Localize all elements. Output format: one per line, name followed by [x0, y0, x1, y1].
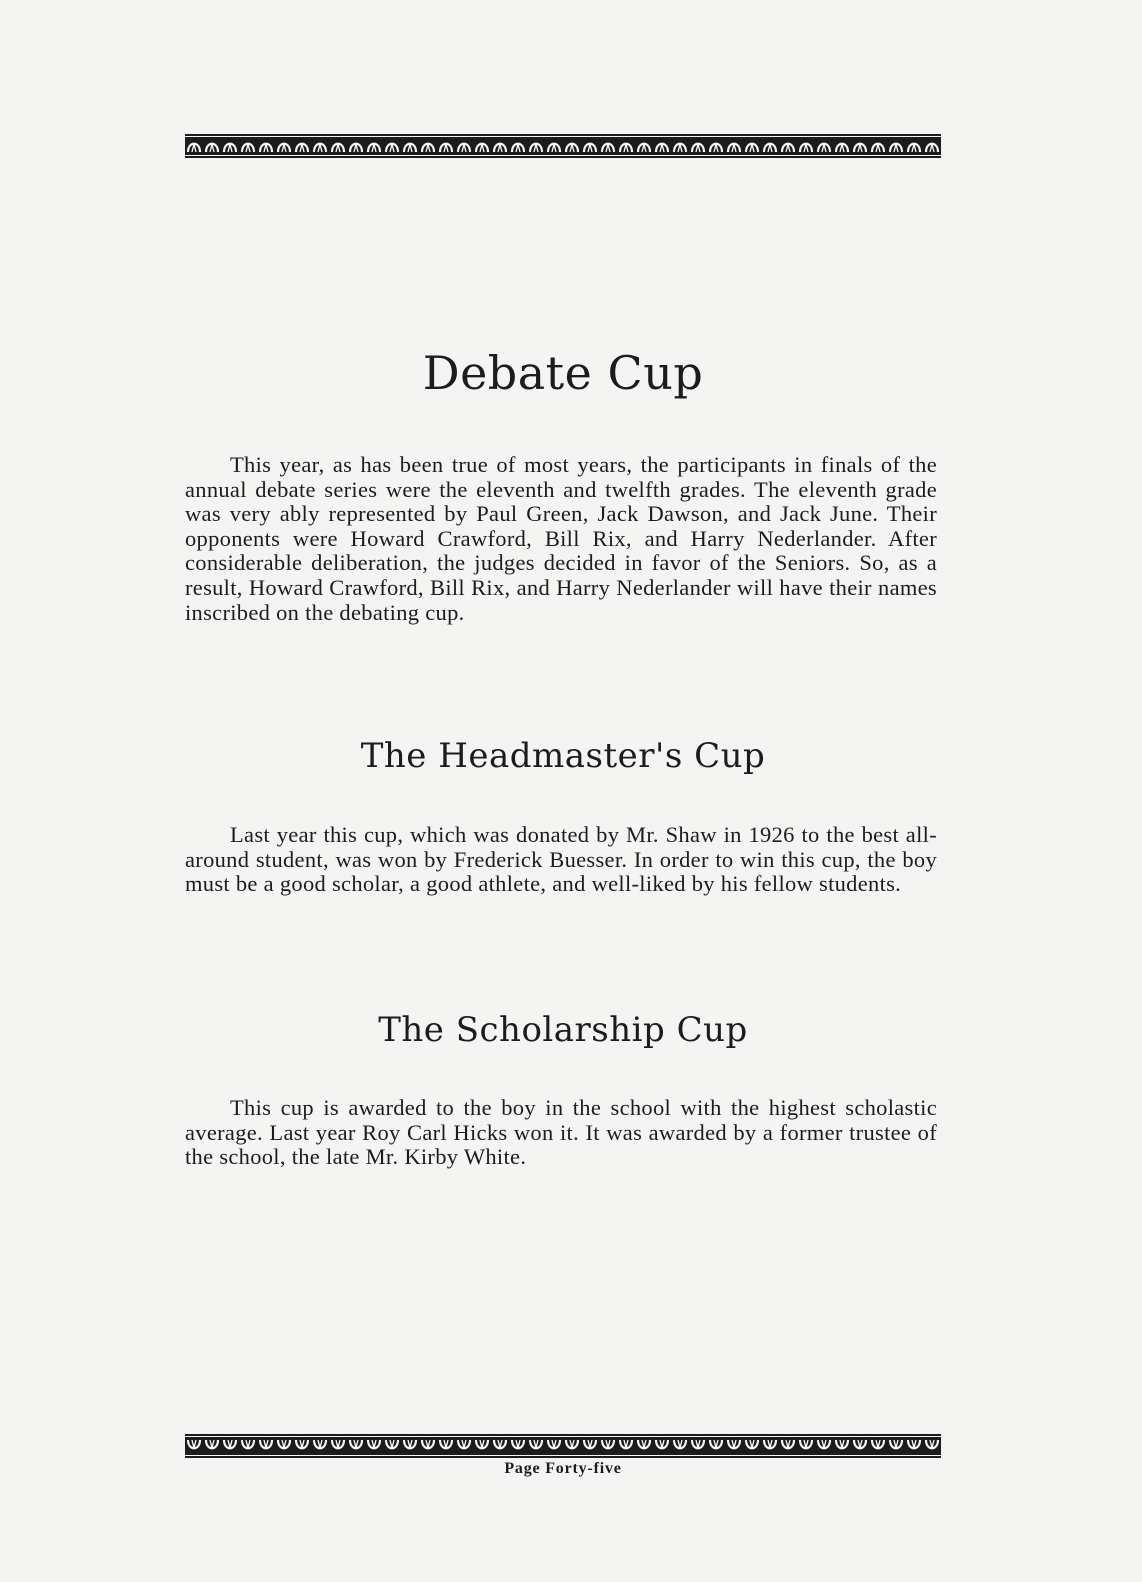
headmasters-cup-heading: The Headmaster's Cup [360, 736, 766, 776]
headmasters-cup-paragraph: Last year this cup, which was donated by Mr. Shaw in 1926 to the best all-around student, was won by Frederick Buesser. In order to win this cup, the boy must be a good scholar, a good athlete, and well-liked by his fellow students. [185, 822, 937, 897]
bottom-ornamental-border [185, 1434, 941, 1458]
scholarship-cup-heading: The Scholarship Cup [378, 1010, 748, 1050]
debate-cup-heading: Debate Cup [422, 346, 704, 400]
scholarship-cup-paragraph: This cup is awarded to the boy in the school with the highest scholastic average. Last year Roy Carl Hicks won it. It was awarded by a former trustee of the school, the late Mr. Kirby White. [185, 1095, 937, 1170]
page-number: Page Forty-five [504, 1460, 622, 1477]
debate-cup-paragraph: This year, as has been true of most years, the participants in finals of the annual debate series were the eleventh and twelfth grades. The eleventh grade was very ably represented by Paul Green, Jack Dawson, and Jack June. Their opponents were Howard Crawford, Bill Rix, and Harry Nederlander. After considerable deliberation, the judges decided in favor of the Seniors. So, as a result, Howard Crawford, Bill Rix, and Harry Nederlander will have their names inscribed on the debating cup. [185, 452, 937, 625]
top-ornamental-border [185, 134, 941, 158]
